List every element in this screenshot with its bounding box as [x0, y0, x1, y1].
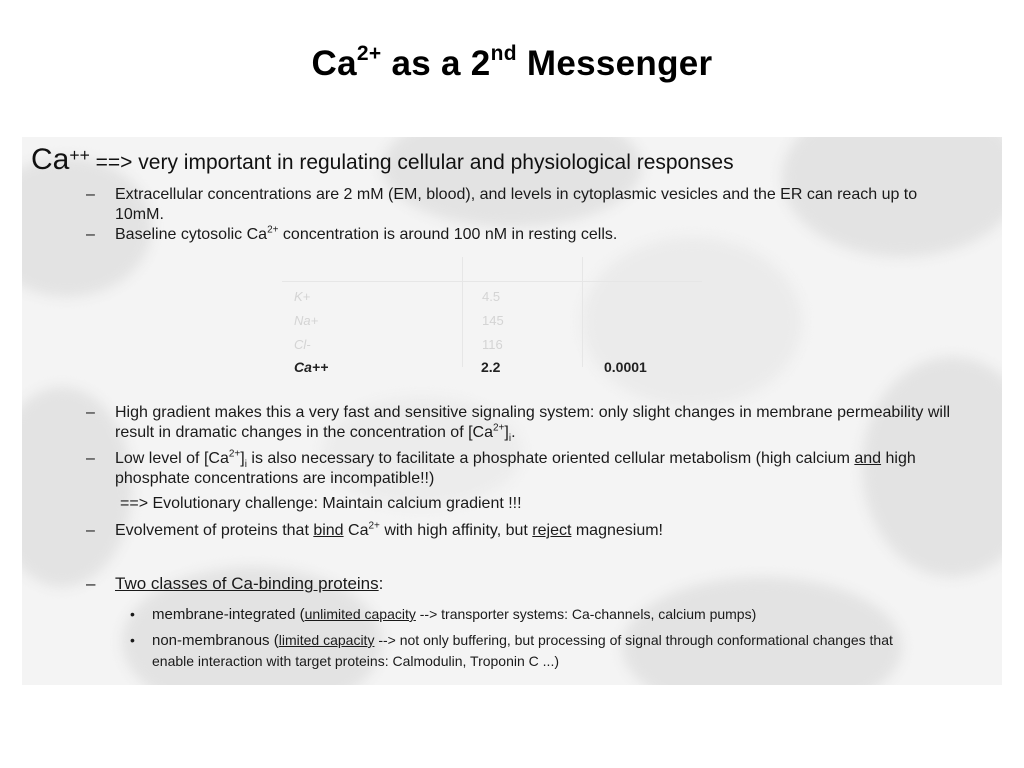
- bullet-marker: •: [130, 632, 135, 648]
- evolutionary-challenge: ==> Evolutionary challenge: Maintain calcium gradient !!!: [120, 495, 522, 512]
- table-cell: 145: [482, 313, 504, 328]
- table-cell-ion-ca: Ca++: [294, 359, 329, 375]
- table-cell: 116: [482, 337, 503, 352]
- table-cell: 4.5: [482, 289, 501, 304]
- slide-content: Ca++ ==> very important in regulating cellular and physiological responses – Extracellular concentrations are 2 mM (EM, blood), and levels in cytoplasmic vesicles and the ER can reach up to 10mM. – Baseline cytosolic $Ca^{2+}$ concentration is around 100 nM in resting cells. K+ 4.5 Na+ 145 Cl- 116 Ca++ 2.2 0.0001 – High gradient makes this a very fast and sensitive signaling system: only slight changes in membrane permeability will result in dramatic changes in the concentration of $[Ca^{2+}]_i$. – Low level of $[Ca^{2+}]_i$ is also necessary to facilitate a phosphate oriented cellular metabolism (high calcium and high phosphate concentrations are incompatible!!) ==> Evolutionary challenge: Maintain calcium gradient !!! – Evolvement of proteins that bind $Ca^{2+}$ with high affinity, but reject magnesium! – Two classes of Ca-binding proteins: • membrane-integrated (unlimited capacity --> transporter systems: Ca-channels, calcium pumps) • non-membranous (limited capacity --> not only buffering, but processing of signal through conformational changes that enable interaction with target proteins: Calmodulin, Troponin C ...): [31, 143, 951, 669]
- table-cell-extracellular: 2.2: [481, 359, 501, 375]
- dash-marker: –: [86, 404, 95, 421]
- dash-marker: –: [86, 226, 95, 243]
- dash-marker: –: [86, 450, 95, 467]
- slide-title: $Ca^{2+}$ as a 2nd Messenger: [311, 42, 713, 83]
- table-cell-intracellular: 0.0001: [604, 359, 647, 375]
- dash-marker: –: [86, 574, 96, 593]
- bullet-marker: •: [130, 606, 135, 622]
- table-cell: Na+: [294, 313, 319, 328]
- slide-image-panel: [22, 137, 1002, 685]
- dash-marker: –: [86, 186, 95, 203]
- table-cell: Cl-: [294, 337, 311, 352]
- ca-heading: Ca++ ==> very important in regulating cellular and physiological responses: [31, 143, 734, 176]
- table-cell: K+: [294, 289, 311, 304]
- dash-marker: –: [86, 522, 95, 539]
